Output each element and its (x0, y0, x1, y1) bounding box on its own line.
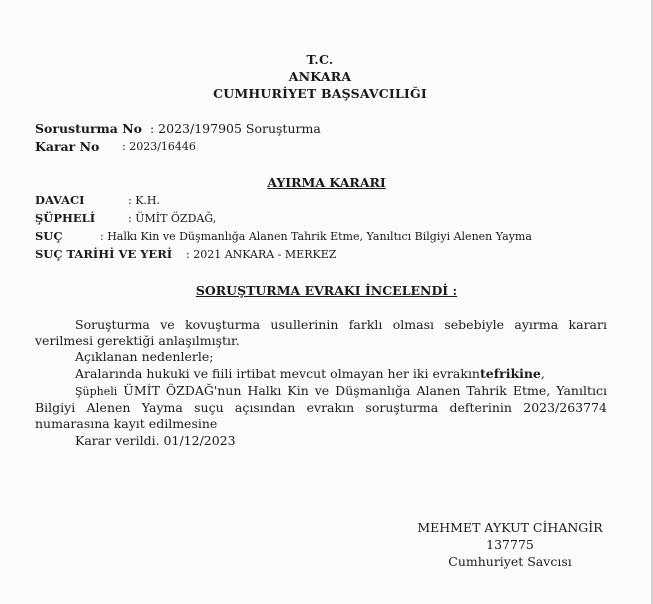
supheli-label: ŞÜPHELİ (35, 211, 96, 225)
header-office: CUMHURİYET BAŞSAVCILIĞI (213, 86, 427, 101)
signature-name: MEHMET AYKUT CİHANGİR (417, 520, 603, 535)
karar-no-label: Karar No (35, 139, 100, 154)
suc-value: : Halkı Kin ve Düşmanlığa Alanen Tahrik Etme, Yanıltıcı Bilgiyi Alenen Yayma (100, 230, 532, 243)
paragraph-5: Karar verildi. 01/12/2023 (75, 433, 236, 448)
paragraph-4-line-1 (35, 383, 607, 400)
paragraph-3-bold: tefrikine (480, 366, 541, 381)
paragraph-4-text: ÜMİT ÖZDAĞ'nun Halkı Kin ve Düşmanlığa Alanen Tahrik Etme, Yanıltıcı (123, 383, 607, 398)
decision-title: AYIRMA KARARI (267, 175, 386, 190)
header-tc: T.C. (306, 52, 334, 67)
paragraph-2: Açıklanan nedenlerle; (75, 349, 214, 364)
davaci-label: DAVACI (35, 193, 85, 207)
paragraph-3-suffix: , (540, 366, 545, 381)
suc-tarihi-value: : 2021 ANKARA - MERKEZ (186, 248, 337, 261)
signature-title: Cumhuriyet Savcısı (448, 554, 572, 569)
sorusturma-no-value: : 2023/197905 Soruşturma (150, 121, 321, 136)
paragraph-3 (35, 366, 607, 382)
paragraph-4-prefix: Şüpheli (75, 385, 118, 398)
examined-title: SORUŞTURMA EVRAKI İNCELENDİ : (195, 283, 458, 298)
paragraph-4-line-3: numarasına kayıt edilmesine (35, 416, 218, 431)
paragraph-1-line-1: Soruşturma ve kovuşturma usullerinin farklı olması sebebiyle ayırma kararı (75, 317, 607, 332)
davaci-value: : K.H. (128, 194, 161, 207)
suc-label: SUÇ (35, 229, 63, 243)
suc-tarihi-label: SUÇ TARİHİ VE YERİ (35, 247, 173, 261)
paragraph-4-line-2: Bilgiyi Alenen Yayma suçu açısından evrakın soruşturma defterinin 2023/263774 (35, 400, 607, 415)
sorusturma-no-label: Sorusturma No (35, 121, 142, 136)
karar-no-value: : 2023/16446 (122, 140, 196, 153)
signature-number: 137775 (486, 537, 534, 552)
paragraph-1-line-2: verilmesi gerektiği anlaşılmıştır. (35, 333, 240, 348)
paragraph-3-prefix: Aralarında hukuki ve fiili irtibat mevcut olmayan her iki evrakın (75, 366, 480, 381)
supheli-value: : ÜMİT ÖZDAĞ, (128, 212, 217, 225)
header-city: ANKARA (288, 69, 352, 84)
